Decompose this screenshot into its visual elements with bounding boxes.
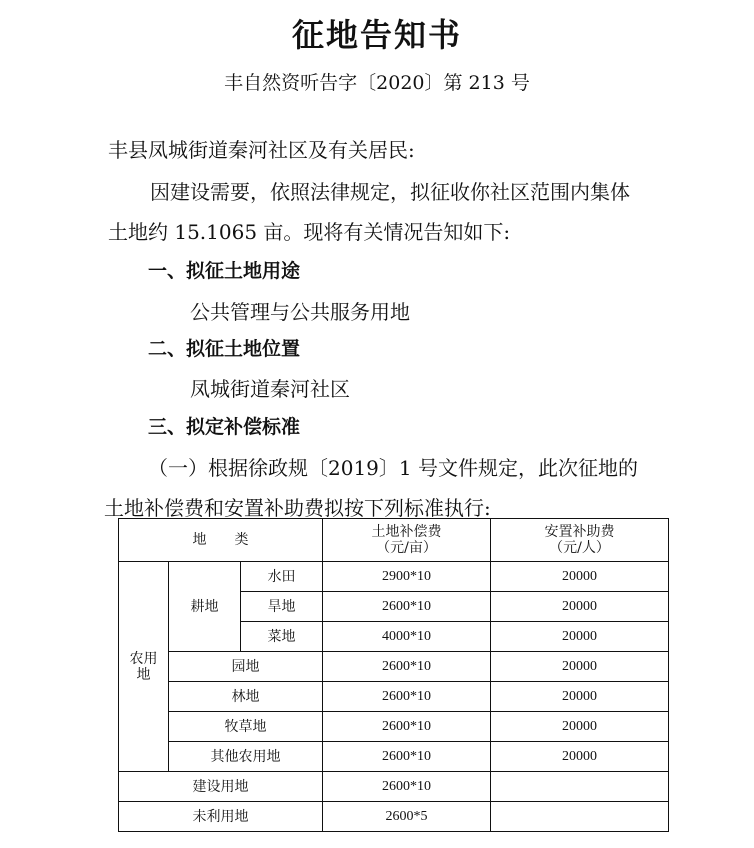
row-resettlement bbox=[491, 772, 669, 802]
row-resettlement: 20000 bbox=[491, 682, 669, 712]
header-land-compensation-unit: （元/亩） bbox=[376, 540, 437, 556]
table-row bbox=[119, 682, 669, 712]
row-land-compensation: 2600*10 bbox=[323, 682, 491, 712]
header-category: 地 类 bbox=[119, 519, 323, 562]
row-land-compensation: 2900*10 bbox=[323, 562, 491, 592]
row-land-compensation: 2600*10 bbox=[323, 742, 491, 772]
header-land-compensation-label: 土地补偿费 bbox=[371, 524, 442, 540]
row-name: 林地 bbox=[169, 682, 323, 712]
row-land-compensation: 2600*10 bbox=[323, 772, 491, 802]
section-2-heading: 二、拟征土地位置 bbox=[148, 338, 301, 360]
row-land-compensation: 2600*10 bbox=[323, 592, 491, 622]
row-resettlement bbox=[491, 802, 669, 832]
section-2-content: 凤城街道秦河社区 bbox=[190, 377, 350, 401]
table-row bbox=[119, 652, 669, 682]
addressee: 丰县凤城街道秦河社区及有关居民: bbox=[108, 138, 415, 162]
row-resettlement: 20000 bbox=[491, 742, 669, 772]
agricultural-land-label bbox=[119, 562, 169, 772]
section-3-heading: 三、拟定补偿标准 bbox=[148, 416, 301, 438]
intro-line-1: 因建设需要，依照法律规定，拟征收你社区范围内集体 bbox=[150, 180, 630, 204]
table-row bbox=[119, 802, 669, 832]
agricultural-land-label-line-2: 地 bbox=[136, 666, 151, 683]
paragraph-1-line-1: （一）根据徐政规〔2019〕1 号文件规定，此次征地的 bbox=[148, 456, 638, 480]
table-row bbox=[119, 772, 669, 802]
row-name: 菜地 bbox=[241, 622, 323, 652]
row-land-compensation: 2600*5 bbox=[323, 802, 491, 832]
row-resettlement: 20000 bbox=[491, 652, 669, 682]
row-name: 其他农用地 bbox=[169, 742, 323, 772]
row-resettlement: 20000 bbox=[491, 622, 669, 652]
header-resettlement bbox=[491, 519, 669, 562]
row-land-compensation: 2600*10 bbox=[323, 712, 491, 742]
table-header-row bbox=[119, 519, 669, 562]
header-resettlement-label: 安置补助费 bbox=[544, 524, 615, 540]
header-resettlement-unit: （元/人） bbox=[549, 540, 610, 556]
row-resettlement: 20000 bbox=[491, 562, 669, 592]
document-title: 征地告知书 bbox=[291, 16, 462, 54]
row-land-compensation: 4000*10 bbox=[323, 622, 491, 652]
row-name: 旱地 bbox=[241, 592, 323, 622]
row-name: 园地 bbox=[169, 652, 323, 682]
row-resettlement: 20000 bbox=[491, 592, 669, 622]
paragraph-1-line-2: 土地补偿费和安置补助费拟按下列标准执行: bbox=[104, 496, 491, 520]
intro-line-2: 土地约 15.1065 亩。现将有关情况告知如下: bbox=[108, 220, 511, 244]
document-number: 丰自然资听告字〔2020〕第 213 号 bbox=[224, 72, 530, 94]
row-name: 水田 bbox=[241, 562, 323, 592]
arable-land-label: 耕地 bbox=[169, 562, 241, 652]
section-1-content: 公共管理与公共服务用地 bbox=[190, 300, 410, 324]
table-row bbox=[119, 712, 669, 742]
row-name: 未利用地 bbox=[119, 802, 323, 832]
row-resettlement: 20000 bbox=[491, 712, 669, 742]
row-name: 牧草地 bbox=[169, 712, 323, 742]
header-land-compensation bbox=[323, 519, 491, 562]
agricultural-land-label-line-1: 农用 bbox=[129, 650, 158, 667]
row-land-compensation: 2600*10 bbox=[323, 652, 491, 682]
section-1-heading: 一、拟征土地用途 bbox=[148, 260, 301, 282]
table-row bbox=[119, 742, 669, 772]
compensation-table bbox=[118, 518, 669, 832]
row-name: 建设用地 bbox=[119, 772, 323, 802]
table-row bbox=[119, 562, 669, 592]
